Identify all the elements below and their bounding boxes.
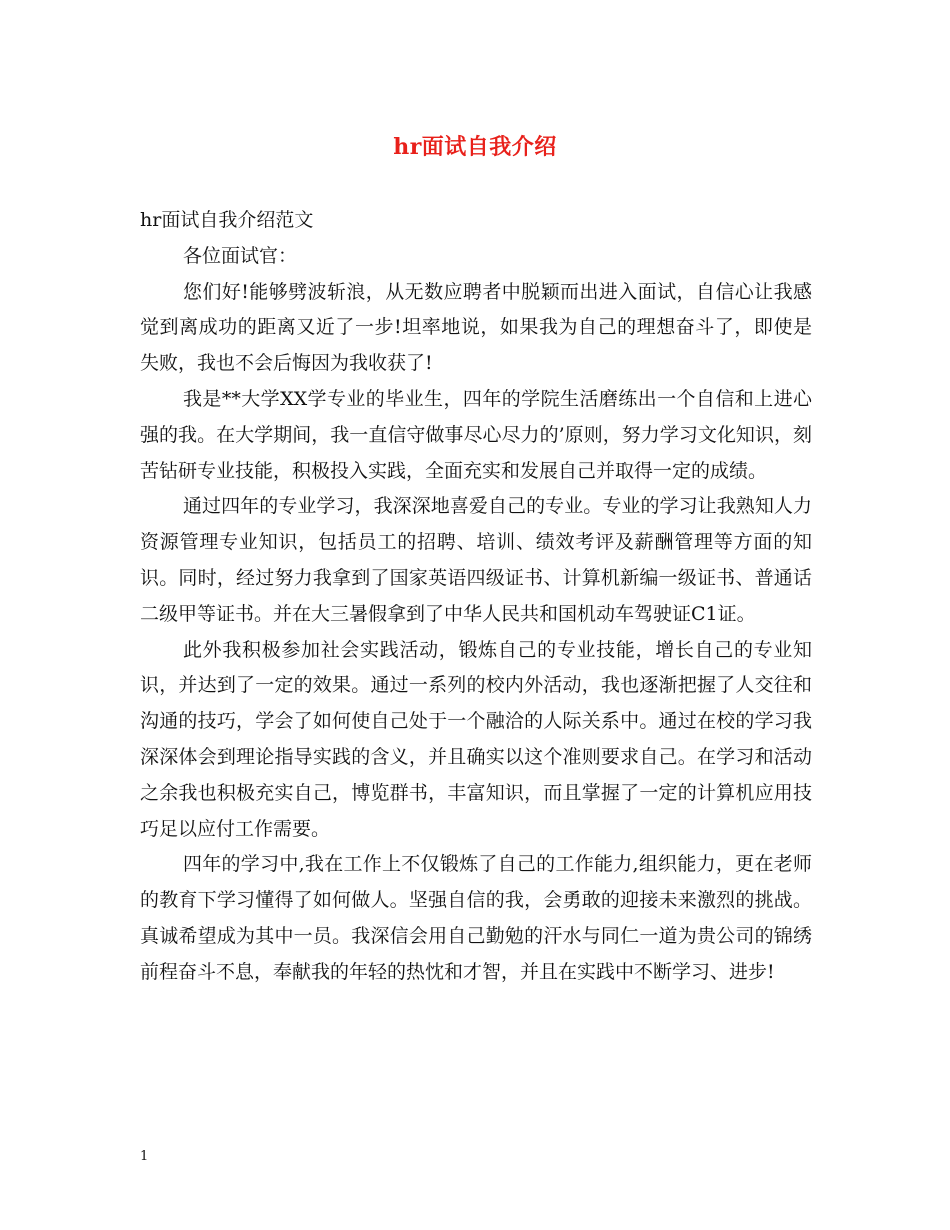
document-subtitle: hr面试自我介绍范文 [140,209,314,231]
body-paragraph: 通过四年的专业学习，我深深地喜爱自己的专业。专业的学习让我熟知人力资源管理专业知识，包括员工的招聘、培训、绩效考评及薪酬管理等方面的知识。同时，经过努力我拿到了国家英语四级证书、计算机新编一级证书、普通话二级甲等证书。并在大三暑假拿到了中华人民共和国机动车驾驶证C1证。 [140,495,812,625]
document-body [140,203,812,991]
body-paragraph: 我是**大学XX学专业的毕业生，四年的学院生活磨练出一个自信和上进心强的我。在大学期间，我一直信守做事尽心尽力的’原则，努力学习文化知识，刻苦钻研专业技能，积极投入实践，全面充实和发展自己并取得一定的成绩。 [140,387,812,482]
salutation-paragraph: 各位面试官： [183,244,298,267]
page-number: 1 [140,1149,149,1164]
body-paragraph: 您们好!能够劈波斩浪，从无数应聘者中脱颖而出进入面试，自信心让我感觉到离成功的距离又近了一步!坦率地说，如果我为自己的理想奋斗了，即使是失败，我也不会后悔因为我收获了! [140,280,812,375]
body-paragraph: 四年的学习中,我在工作上不仅锻炼了自己的工作能力,组织能力，更在老师的教育下学习懂得了如何做人。坚强自信的我，会勇敢的迎接未来激烈的挑战。真诚希望成为其中一员。我深信会用自己勤勉的汗水与同仁一道为贵公司的锦绣前程奋斗不息，奉献我的年轻的热忱和才智，并且在实践中不断学习、进步! [140,853,812,983]
document-title: hr面试自我介绍 [393,134,557,160]
body-paragraph: 此外我积极参加社会实践活动，锻炼自己的专业技能，增长自己的专业知识，并达到了一定的效果。通过一系列的校内外活动，我也逐渐把握了人交往和沟通的技巧，学会了如何使自己处于一个融洽的人际关系中。通过在校的学习我深深体会到理论指导实践的含义，并且确实以这个准则要求自己。在学习和活动之余我也积极充实自己，博览群书，丰富知识，而且掌握了一定的计算机应用技巧足以应付工作需要。 [140,638,812,840]
